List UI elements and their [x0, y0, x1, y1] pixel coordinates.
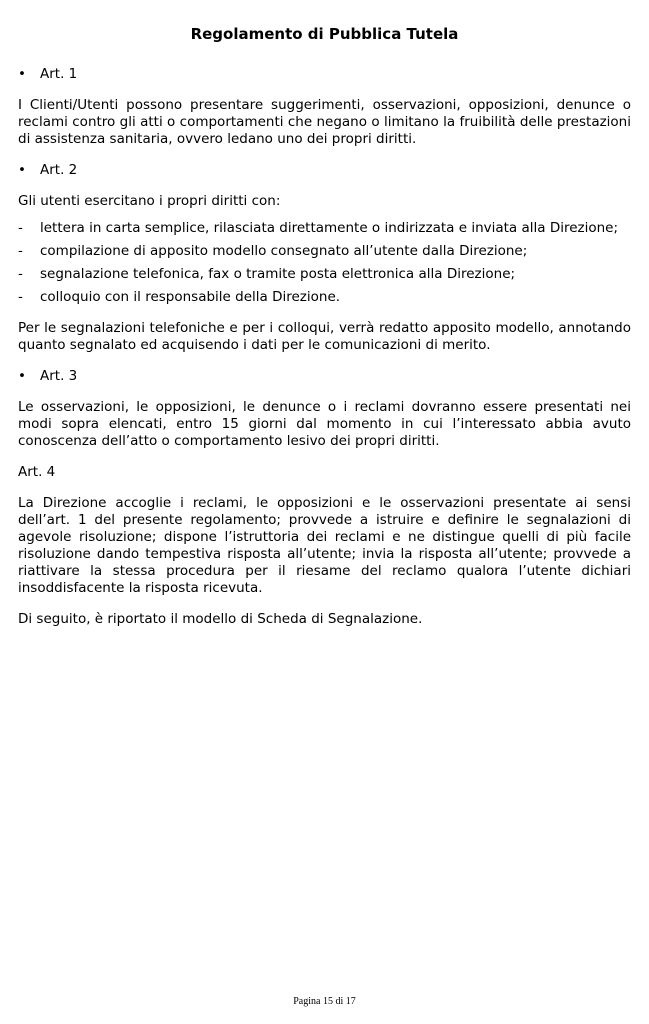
list-item-text: lettera in carta semplice, rilasciata direttamente o indirizzata e inviata alla Direzione;	[40, 220, 619, 236]
document-title: Regolamento di Pubblica Tutela	[190, 25, 459, 43]
bullet-icon: •	[18, 162, 26, 178]
art-2-heading	[18, 162, 631, 179]
list-item-text: compilazione di apposito modello consegnato all’utente dalla Direzione;	[40, 243, 528, 259]
art-4-label: Art. 4	[18, 464, 56, 480]
list-item	[18, 289, 631, 306]
list-item	[18, 220, 631, 237]
list-item-text: segnalazione telefonica, fax o tramite posta elettronica alla Direzione;	[40, 266, 516, 282]
list-item	[18, 243, 631, 260]
document-page	[18, 24, 631, 642]
dash-icon: -	[18, 243, 23, 259]
bullet-icon: •	[18, 66, 26, 82]
art-1-label: Art. 1	[40, 66, 78, 82]
page-number: Pagina 15 di 17	[293, 996, 356, 1007]
art-3-text: Le osservazioni, le opposizioni, le denunce o i reclami dovranno essere presentati nei modi sopra elencati, entro 15 giorni dal momento in cui l’interessato abbia avuto conoscenza dell’atto o comportamento lesivo dei propri diritti.	[18, 399, 631, 449]
art-2-label: Art. 2	[40, 162, 78, 178]
bullet-icon: •	[18, 368, 26, 384]
dash-icon: -	[18, 266, 23, 282]
dash-icon: -	[18, 220, 23, 236]
art-1-text: I Clienti/Utenti possono presentare suggerimenti, osservazioni, opposizioni, denunce o reclami contro gli atti o comportamenti che negano o limitano la fruibilità delle prestazioni di assistenza sanitaria, ovvero ledano uno dei propri diritti.	[18, 97, 631, 147]
art-2-intro: Gli utenti esercitano i propri diritti con:	[18, 193, 281, 209]
art-3-label: Art. 3	[40, 368, 78, 384]
art-3-heading	[18, 368, 631, 385]
art-4-heading	[18, 464, 631, 481]
list-item-text: colloquio con il responsabile della Direzione.	[40, 289, 341, 305]
dash-icon: -	[18, 289, 23, 305]
art-1-heading	[18, 66, 631, 83]
art-4-text: La Direzione accoglie i reclami, le opposizioni e le osservazioni presentate ai sensi dell’art. 1 del presente regolamento; provvede a istruire e definire le segnalazioni di agevole risoluzione; dispone l’istruttoria dei reclami e ne distingue quelli di più facile risoluzione dando tempestiva risposta all’utente; invia la risposta all’utente; provvede a riattivare la stessa procedura per il riesame del reclamo qualora l’utente dichiari insoddisfacente la risposta ricevuta.	[18, 495, 631, 596]
list-item	[18, 266, 631, 283]
art-2-list	[18, 220, 631, 306]
closing-note: Di seguito, è riportato il modello di Scheda di Segnalazione.	[18, 611, 423, 627]
art-2-closing: Per le segnalazioni telefoniche e per i colloqui, verrà redatto apposito modello, annotando quanto segnalato ed acquisendo i dati per le comunicazioni di merito.	[18, 320, 631, 353]
